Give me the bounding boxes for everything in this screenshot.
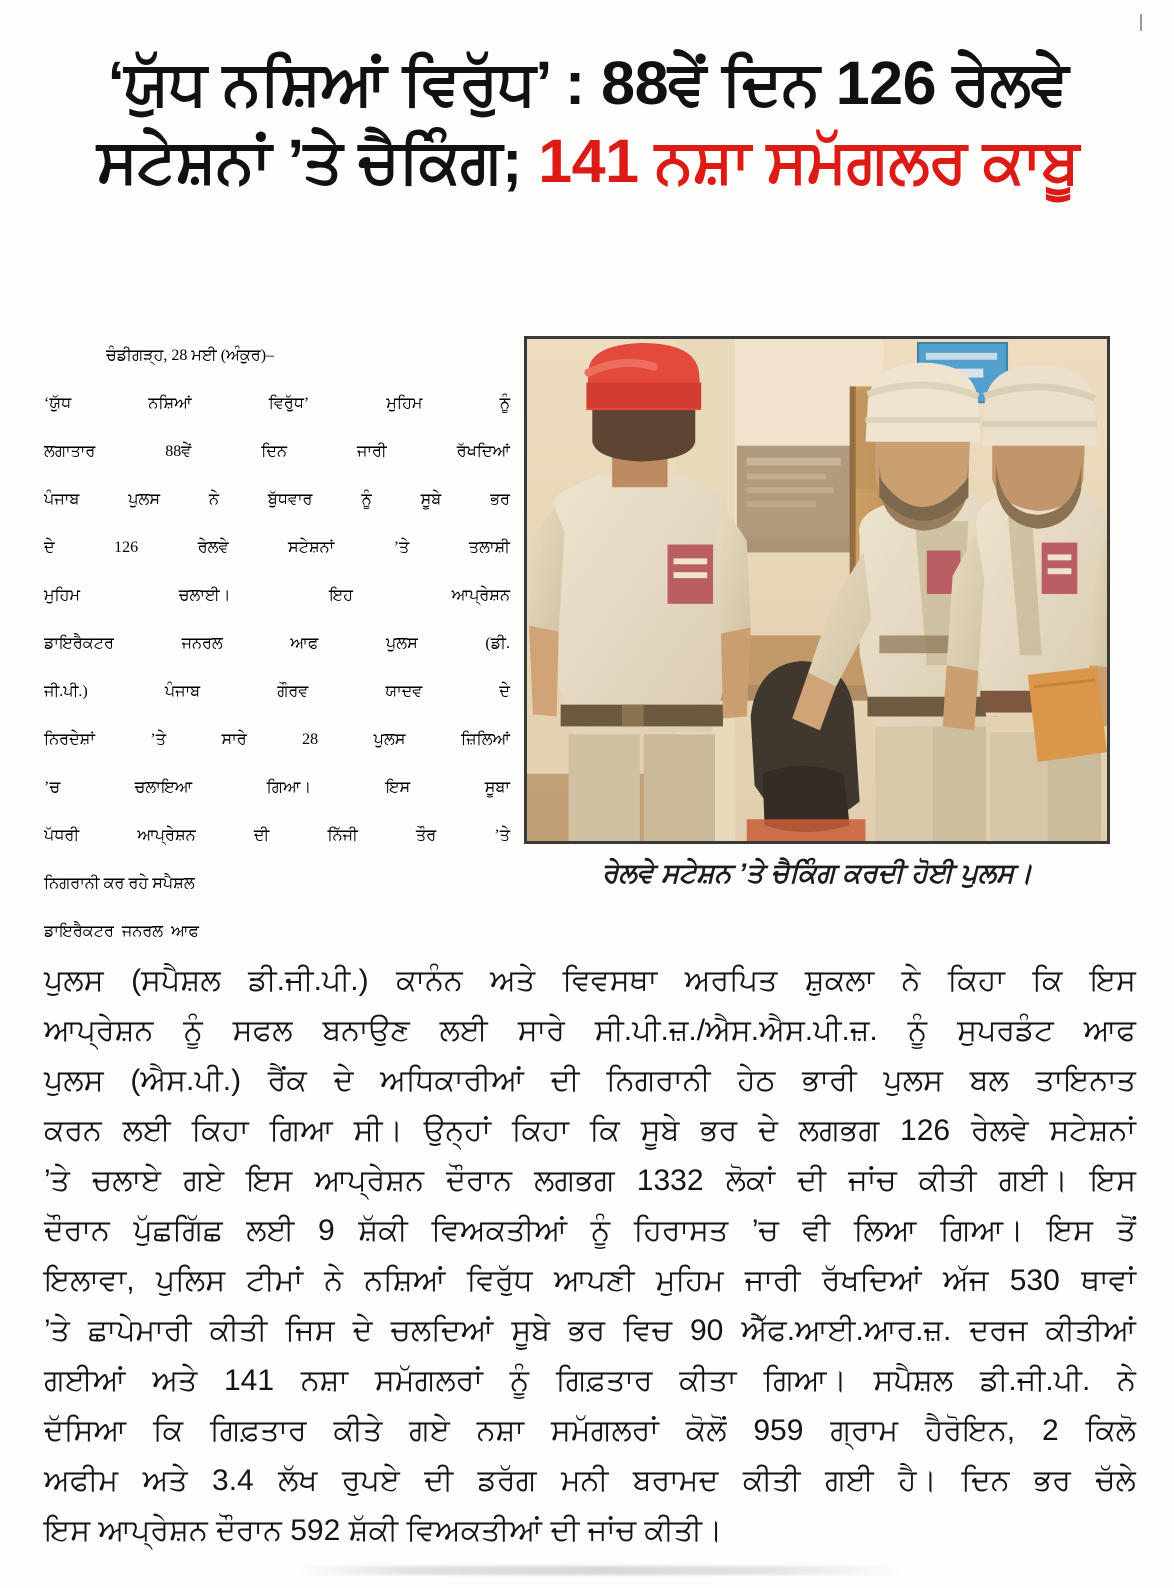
word: 3.4	[212, 1464, 254, 1497]
word: ਸੁਪਰਡੰਟ	[957, 1014, 1054, 1047]
headline-line-1: ‘ਯੁੱਧ ਨਸ਼ਿਆਂ ਵਿਰੁੱਧ’ : 88ਵੇਂ ਦਿਨ 126 ਰੇਲਵੇ	[107, 49, 1069, 117]
word: ਚਲਾਇਆ	[134, 779, 193, 796]
word: ਕਿਹਾ	[191, 1114, 249, 1147]
word: ਵਿਚ	[623, 1314, 672, 1347]
body-line	[44, 860, 510, 908]
word: ਕਾਨੰਨ	[396, 964, 463, 997]
word: ਨਸ਼ਿਆਂ	[148, 395, 192, 412]
word: ਮਨੀ	[560, 1464, 609, 1497]
body-line	[44, 428, 510, 476]
word: ਸ਼ੱਕੀ	[358, 1214, 408, 1247]
word: ਨੇ	[324, 1264, 344, 1297]
word: ਦੀ	[550, 1514, 580, 1547]
body-line	[44, 620, 510, 668]
word: ਇਸ	[246, 1164, 293, 1197]
word: ਨੂੰ	[509, 1364, 530, 1397]
word: ਭਾਰੀ	[802, 1064, 857, 1097]
word: ਨੂੰ	[907, 1014, 928, 1047]
word: 959	[753, 1414, 804, 1447]
word: ਦੇ	[758, 1114, 778, 1147]
word: ਨੂੰ	[590, 1214, 611, 1247]
word: 90	[689, 1314, 724, 1347]
word: ਜਾਰੀ	[356, 443, 387, 460]
word: (ਐਸ.ਪੀ.)	[130, 1064, 242, 1097]
word: ਲਈ	[439, 1014, 488, 1047]
word: ਗਿਆ।	[939, 1214, 1024, 1247]
word: ਸਪੈਸ਼ਲ	[152, 875, 195, 892]
word: ਲਗਾਤਾਰ	[44, 443, 96, 460]
word: ਦੌਰਾਨ	[216, 1514, 282, 1547]
word: ਤਲਾਸ਼ੀ	[468, 539, 510, 556]
body-line	[44, 908, 510, 956]
word: ਸਮੱਗਲਰਾਂ	[374, 1364, 483, 1397]
word: ਚਲਾਏ	[92, 1164, 162, 1197]
word: ਦੇ	[499, 683, 510, 700]
word: ਪੰਜਾਬ	[164, 683, 201, 700]
word: ਕੋਲੋਂ	[685, 1414, 727, 1447]
word: ਜੀ.ਪੀ.)	[44, 683, 88, 700]
word: ਵਿਰੁੱਧ	[466, 1264, 533, 1297]
word: ਬੁੱਧਵਾਰ	[267, 491, 313, 508]
word: ਸੀ.ਪੀ.ਜ਼./ਐਸ.ਐਸ.ਪੀ.ਜ਼.	[594, 1014, 878, 1047]
photo-caption: ਰੇਲਵੇ ਸਟੇਸ਼ਨ ’ਤੇ ਚੈਕਿੰਗ ਕਰਦੀ ਹੋਈ ਪੁਲਸ।	[601, 858, 1033, 888]
word: 592	[290, 1514, 341, 1547]
word: ਪੁਲਸ	[128, 491, 161, 508]
scan-edge-artifact	[300, 1566, 900, 1575]
word: ਨੇ	[208, 491, 219, 508]
word: ਗਏ	[183, 1164, 225, 1197]
word: ਅੱਜ	[943, 1264, 989, 1297]
word: ਦੇ	[333, 1064, 354, 1097]
word: ਸੀ।	[353, 1114, 403, 1147]
word: ਦੱਸਿਆ	[44, 1414, 127, 1447]
word: ਯਾਦਵ	[385, 683, 423, 700]
word: ਬਨਾਉਣ	[322, 1014, 410, 1047]
word: ਜਿਸ	[285, 1314, 335, 1347]
body-line	[44, 1456, 1136, 1506]
headline-line-2-black: ਸਟੇਸ਼ਨਾਂ ’ਤੇ ਚੈਕਿੰਗ;	[97, 127, 522, 196]
word: ਲਿਆ	[853, 1214, 917, 1247]
word: ਚਲਾਈ।	[178, 587, 231, 604]
word: ਸੂਬੇ	[420, 491, 442, 508]
word: (ਸਪੈਸ਼ਲ	[131, 964, 221, 997]
word: ਦੀ	[253, 827, 270, 844]
word: ਅਤੇ	[152, 1364, 198, 1397]
body-line	[44, 380, 510, 428]
word: ਜਨਰਲ	[181, 635, 223, 652]
word: ਆਪਣੀ	[554, 1264, 635, 1297]
word: ਸਟੇਸ਼ਨਾਂ	[1049, 1114, 1136, 1147]
headline	[34, 44, 1142, 200]
word: ’ਤੇ	[150, 731, 166, 748]
word: ਜਾਂਚ	[587, 1514, 637, 1547]
word: ਡਰੱਗ	[477, 1464, 537, 1497]
word: ਪੰਜਾਬ	[44, 491, 80, 508]
word: ਹੈਰੋਇਨ,	[924, 1414, 1016, 1447]
word: ਰੱਖਦਿਆਂ	[456, 443, 510, 460]
word: ਵਿਅਕਤੀਆਂ	[406, 1514, 543, 1547]
word: ਦੀ	[797, 1164, 827, 1197]
word: ਟੀਮਾਂ	[246, 1264, 303, 1297]
body-line	[44, 1256, 1136, 1306]
word: ਉਨ੍ਹਾਂ	[423, 1114, 491, 1147]
word: ਕਰ	[103, 875, 125, 892]
body-line	[44, 956, 1136, 1006]
word: ਆਫ	[290, 635, 319, 652]
word: ਕਿ	[1032, 964, 1063, 997]
word: ਚੱਲੇ	[1095, 1464, 1136, 1497]
word: ਕੀਤੀ	[742, 1464, 801, 1497]
word: ਗਈਆਂ	[44, 1364, 126, 1397]
word: ਰੇਲਵੇ	[197, 539, 229, 556]
word: ਡੀ.ਜੀ.ਪੀ.	[979, 1364, 1091, 1397]
word: ਡਾਇਰੈਕਟਰ	[44, 923, 114, 940]
word: 9	[318, 1214, 335, 1247]
body-line	[44, 572, 510, 620]
word: ਹੈ।	[898, 1464, 937, 1497]
word: 530	[1009, 1264, 1060, 1297]
word: ਸਟੇਸ਼ਨਾਂ	[288, 539, 335, 556]
word: ਨੂੰ	[361, 491, 372, 508]
word: ਵਿਰੁੱਧ’	[268, 395, 310, 412]
news-photo	[524, 336, 1110, 844]
word: ਬਲ	[969, 1064, 1009, 1097]
word: ਆਪ੍ਰੇਸ਼ਨ	[44, 1014, 154, 1047]
body-line	[44, 1006, 1136, 1056]
word: ਭਰ	[700, 1114, 738, 1147]
word: ਵਿਅਕਤੀਆਂ	[431, 1214, 568, 1247]
body-line	[44, 812, 510, 860]
word: ਨਿਗਰਾਨੀ	[44, 875, 100, 892]
body-line	[44, 524, 510, 572]
word: ਰੁਪਏ	[341, 1464, 400, 1497]
word: ਭਰ	[568, 1314, 606, 1347]
news-photo-illustration	[527, 339, 1107, 841]
word: ਡੀ.ਜੀ.ਪੀ.)	[248, 964, 369, 997]
word: 1332	[636, 1164, 704, 1197]
word: ਨਿਰਦੇਸ਼ਾਂ	[44, 731, 95, 748]
word: ਨਿੱਜੀ	[327, 827, 358, 844]
word: ਲਗਭਗ	[798, 1114, 880, 1147]
word: ਸਫਲ	[232, 1014, 293, 1047]
word: ਸ਼ੱਕੀ	[348, 1514, 399, 1547]
word: ਮੁਹਿਮ	[655, 1264, 724, 1297]
word: ਤੌਰ	[416, 827, 437, 844]
word: ਦਿਨ	[961, 1464, 1010, 1497]
word: ਆਪ੍ਰੇਸ਼ਨ	[314, 1164, 424, 1197]
word: ‘ਯੁੱਧ	[44, 395, 72, 412]
word: ਕੀਤੀ	[918, 1164, 977, 1197]
word: ਥਾਵਾਂ	[1081, 1264, 1136, 1297]
word: ਦੇ	[352, 1314, 373, 1347]
word: ਪੁਲਸ	[44, 964, 104, 997]
word: ਜਨਰਲ	[121, 923, 164, 940]
word: ਪੱਧਰੀ	[44, 827, 80, 844]
body-line	[44, 716, 510, 764]
word: ਗਈ।	[998, 1164, 1068, 1197]
word: ਹੇਠ	[737, 1064, 776, 1097]
word: ਦਿਨ	[261, 443, 287, 460]
word: ਅਧਿਕਾਰੀਆਂ	[380, 1064, 524, 1097]
word: ਇਸ	[1089, 1164, 1136, 1197]
word: ਗਿਫ਼ਤਾਰ	[209, 1414, 307, 1447]
word: ਕਿਲੋ	[1085, 1414, 1136, 1447]
word: ਅਤੇ	[490, 964, 536, 997]
word: ਦੀ	[424, 1464, 454, 1497]
word: ਆਫ	[171, 923, 199, 940]
body-line	[44, 764, 510, 812]
word: ਕੀਤਾ	[679, 1364, 737, 1397]
word: ਇਸ	[385, 779, 411, 796]
word: ਇਸ	[1046, 1214, 1094, 1247]
word: ’ਤੇ	[44, 1164, 70, 1197]
word: ਸਾਰੇ	[517, 1014, 565, 1047]
body-line	[44, 1056, 1136, 1106]
word: ਪੁਲਸ	[385, 635, 418, 652]
word: 141	[223, 1364, 275, 1397]
word: ਨੇ	[1117, 1364, 1136, 1397]
body-line	[44, 476, 510, 524]
word: ’ਚ	[44, 779, 61, 796]
word: ਰਹੇ	[128, 875, 149, 892]
word: ਕਿ	[589, 1114, 620, 1147]
word: ਨਸ਼ਿਆਂ	[364, 1264, 446, 1297]
word: ਦੌਰਾਨ	[44, 1214, 110, 1247]
word: ਗੌਰਵ	[277, 683, 309, 700]
word: ਸਾਰੇ	[221, 731, 247, 748]
word: ਅਫੀਮ	[44, 1464, 119, 1497]
word: ਪੁਲਸ	[373, 731, 406, 748]
word: ਲਗਭਗ	[534, 1164, 615, 1197]
word: ਸੂਬੇ	[640, 1114, 680, 1147]
word: ਆਪ੍ਰੇਸ਼ਨ	[451, 587, 510, 604]
word: ਲੱਖ	[278, 1464, 318, 1497]
word: ਇਸ	[1089, 964, 1136, 997]
word: ਕੀਤੇ	[333, 1414, 383, 1447]
word: ਆਫ	[1083, 1014, 1136, 1047]
word: ਸ਼ੁਕਲਾ	[804, 964, 875, 997]
word: ਭਰ	[1033, 1464, 1071, 1497]
word: ਦੀ	[550, 1064, 580, 1097]
word: ਗਿਆ।	[266, 779, 312, 796]
word: ਇਲਾਵਾ,	[44, 1264, 135, 1297]
article-full-width-body	[44, 956, 1136, 1556]
word: ਰੇਲਵੇ	[970, 1114, 1029, 1147]
word: 2	[1041, 1414, 1059, 1447]
word: ਕਿਹਾ	[511, 1114, 569, 1147]
word: ਨੇ	[901, 964, 921, 997]
headline-line-2-red: 141 ਨਸ਼ਾ ਸਮੱਗਲਰ ਕਾਬੂ	[538, 127, 1079, 196]
word: ਤੋਂ	[1116, 1214, 1136, 1247]
word: ਇਸ	[44, 1514, 91, 1547]
word: ਗਏ	[409, 1414, 450, 1447]
word: ਸਮੱਗਲਰਾਂ	[550, 1414, 659, 1447]
word: ਪੁਲਸ	[44, 1064, 104, 1097]
word: ਕਰਨ	[44, 1114, 102, 1147]
word: ਕਿ	[153, 1414, 184, 1447]
word: ਕੀਤੀ	[209, 1314, 268, 1347]
body-line	[44, 1106, 1136, 1156]
word: ਕੀਤੀਆਂ	[1045, 1314, 1136, 1347]
word: ਅਰਪਿਤ	[684, 964, 778, 997]
word: ਦੇ	[44, 539, 55, 556]
word: ਡਾਇਰੈਕਟਰ	[44, 635, 114, 652]
word: ਅਤੇ	[142, 1464, 188, 1497]
word: ਨਿਗਰਾਨੀ	[606, 1064, 711, 1097]
word: ਗਿਫ਼ਤਾਰ	[555, 1364, 653, 1397]
word: ’ਤੇ	[44, 1314, 70, 1347]
word: ਦਰਜ	[969, 1314, 1028, 1347]
word: ਪੁਲਿਸ	[155, 1264, 226, 1297]
word: ਨੂੰ	[499, 395, 510, 412]
body-line	[44, 1506, 1136, 1556]
word: ਆਪ੍ਰੇਸ਼ਨ	[137, 827, 196, 844]
word: ਨੂੰ	[183, 1014, 203, 1047]
word: 126	[114, 539, 139, 556]
headline-line-2	[34, 122, 1142, 200]
word: 28	[302, 731, 319, 748]
word: ਵਿਵਸਥਾ	[562, 964, 658, 997]
word: ’ਤੇ	[393, 539, 410, 556]
word: ਨਸ਼ਾ	[300, 1364, 349, 1397]
word: 88ਵੇਂ	[165, 443, 192, 460]
word: ਗਈ	[824, 1464, 874, 1497]
body-line	[44, 668, 510, 716]
word: ’ਚ	[751, 1214, 779, 1247]
word: ਕਿਹਾ	[947, 964, 1005, 997]
article-left-column	[44, 332, 510, 956]
word: ਨਸ਼ਾ	[476, 1414, 525, 1447]
body-line	[44, 1206, 1136, 1256]
dateline: ਚੰਡੀਗੜ੍ਹ, 28 ਮਈ (ਅੰਕੁਰ)–	[106, 347, 275, 364]
word: ਬਰਾਮਦ	[632, 1464, 719, 1497]
word: ਸੂਬੇ	[511, 1314, 551, 1347]
word: ਚਲਦਿਆਂ	[390, 1314, 494, 1347]
word: ਵੀ	[802, 1214, 831, 1247]
body-line	[44, 1156, 1136, 1206]
word: ਸੂਬਾ	[484, 779, 510, 796]
word: ਛਾਪੇਮਾਰੀ	[87, 1314, 192, 1347]
word: ਲੋਕਾਂ	[725, 1164, 775, 1197]
word: ਗ੍ਰਾਮ	[830, 1414, 899, 1447]
word: ਲਈ	[246, 1214, 295, 1247]
word: ਕੀਤੀ।	[644, 1514, 723, 1547]
word: ਰੱਖਦਿਆਂ	[821, 1264, 922, 1297]
word: ਜਾਰੀ	[744, 1264, 801, 1297]
word: (ਡੀ.	[485, 635, 510, 652]
word: ਪੁੱਛਗਿੱਛ	[133, 1214, 223, 1247]
word: ਇਹ	[329, 587, 353, 604]
word: ਜਾਂਚ	[848, 1164, 897, 1197]
word: ’ਤੇ	[494, 827, 510, 844]
word: ਭਰ	[490, 491, 510, 508]
body-line	[44, 1306, 1136, 1356]
corner-tick-mark	[1140, 14, 1142, 31]
word: ਐੱਫ.ਆਈ.ਆਰ.ਜ਼.	[741, 1314, 952, 1347]
word: ਮੁਹਿਮ	[386, 395, 423, 412]
word: ਦੌਰਾਨ	[446, 1164, 512, 1197]
body-line	[44, 1406, 1136, 1456]
word: 126	[900, 1114, 951, 1147]
word: ਆਪ੍ਰੇਸ਼ਨ	[98, 1514, 208, 1547]
body-line	[44, 1356, 1136, 1406]
word: ਜ਼ਿਲਿਆਂ	[460, 731, 510, 748]
dateline-row	[44, 332, 510, 380]
word: ਹਿਰਾਸਤ	[633, 1214, 729, 1247]
word: ਗਿਆ।	[763, 1364, 847, 1397]
word: ਤਾਇਨਾਤ	[1035, 1064, 1136, 1097]
word: ਗਿਆ	[269, 1114, 333, 1147]
word: ਲਈ	[122, 1114, 171, 1147]
word: ਮੁਹਿਮ	[44, 587, 81, 604]
word: ਰੈਂਕ	[267, 1064, 307, 1097]
word: ਪੁਲਸ	[883, 1064, 944, 1097]
word: ਸਪੈਸ਼ਲ	[873, 1364, 954, 1397]
